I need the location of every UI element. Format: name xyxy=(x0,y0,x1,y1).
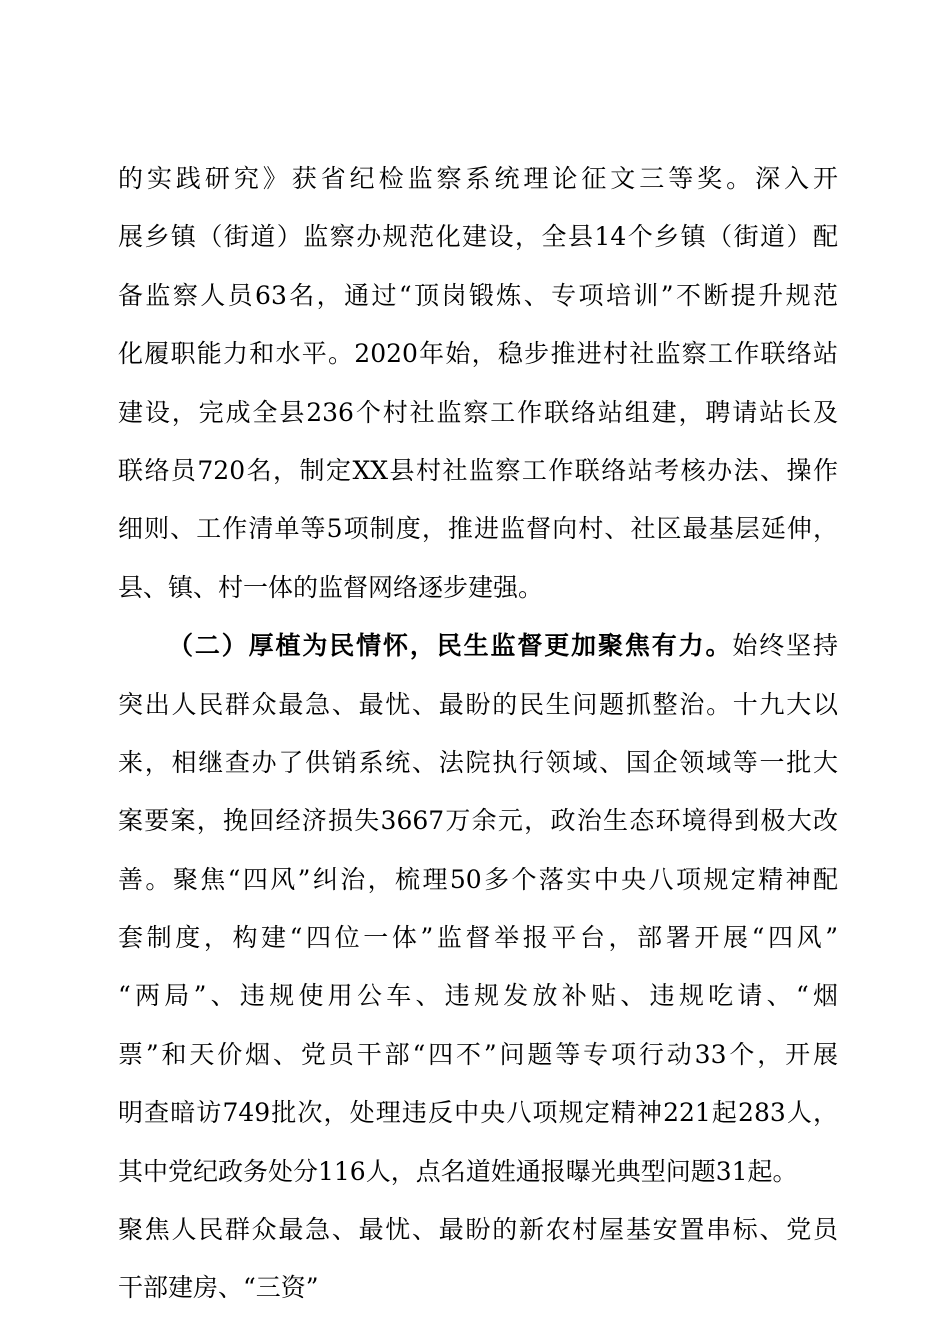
section-heading: （二）厚植为民情怀，民生监督更加聚焦有力。 xyxy=(168,631,733,661)
text-line: 来，相继查办了供销系统、法院执行领域、国企领域等一批大 xyxy=(118,747,838,777)
heading-line-rest: 始终坚持 xyxy=(732,631,838,661)
text-line: 的实践研究》获省纪检监察系统理论征文三等奖。深入开 xyxy=(118,164,838,193)
text-line: 套制度，构建“四位一体”监督举报平台，部署开展“四风” xyxy=(118,923,838,953)
text-line: 展乡镇（街道）监察办规范化建设，全县14个乡镇（街道）配 xyxy=(118,222,838,252)
text-line: 联络员720名，制定XX县村社监察工作联络站考核办法、操作 xyxy=(118,455,838,485)
text-line: 备监察人员63名，通过“顶岗锻炼、专项培训”不断提升规范 xyxy=(118,280,838,310)
document-body xyxy=(118,150,838,1318)
text-line: 干部建房、“三资” xyxy=(118,1273,319,1303)
text-line: 突出人民群众最急、最忧、最盼的民生问题抓整治。十九大以 xyxy=(118,689,838,719)
text-line: 其中党纪政务处分116人，点名道姓通报曝光典型问题31起。 xyxy=(118,1156,798,1186)
text-line: 化履职能力和水平。2020年始，稳步推进村社监察工作联络站 xyxy=(118,339,838,369)
text-line: 明查暗访749批次，处理违反中央八项规定精神221起283人， xyxy=(118,1098,838,1128)
text-line: 县、镇、村一体的监督网络逐步建强。 xyxy=(118,572,544,602)
text-line: 票”和天价烟、党员干部“四不”问题等专项行动33个，开展 xyxy=(118,1039,838,1069)
text-line: 聚焦人民群众最急、最忧、最盼的新农村屋基安置串标、党员 xyxy=(118,1215,838,1245)
paragraph-heading-line xyxy=(118,617,838,675)
paragraph-2 xyxy=(118,617,838,1318)
text-line: 细则、工作清单等5项制度，推进监督向村、社区最基层延伸， xyxy=(118,514,838,544)
text-line: 善。聚焦“四风”纠治，梳理50多个落实中央八项规定精神配 xyxy=(118,864,838,894)
paragraph-1 xyxy=(118,150,838,617)
text-line: “两局”、违规使用公车、违规发放补贴、违规吃请、“烟 xyxy=(118,981,838,1011)
text-line: 建设，完成全县236个村社监察工作联络站组建，聘请站长及 xyxy=(118,397,838,427)
text-line: 案要案，挽回经济损失3667万余元，政治生态环境得到极大改 xyxy=(118,806,838,836)
